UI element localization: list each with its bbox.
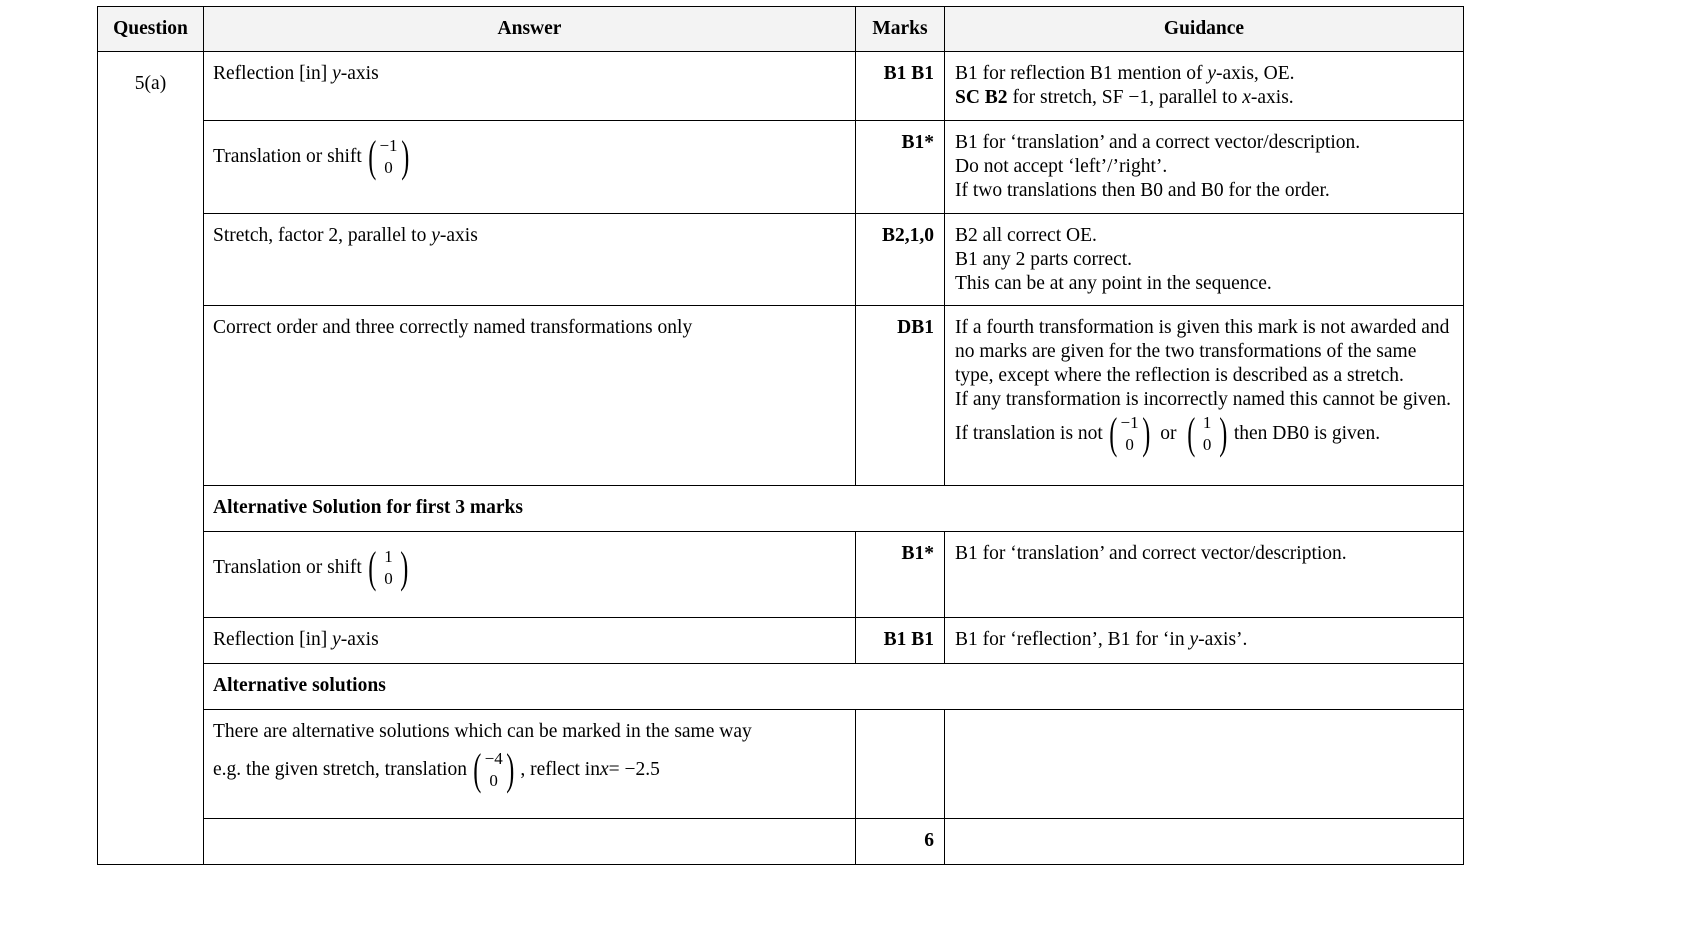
table-row bbox=[98, 306, 1464, 486]
guidance-cell: B2 all correct OE. B1 any 2 parts correct. This can be at any point in the sequence. bbox=[945, 214, 1464, 306]
mark-scheme-table bbox=[97, 6, 1464, 865]
answer-cell: Translation or shift ( −1 0 ) bbox=[204, 121, 856, 214]
table-row bbox=[98, 532, 1464, 618]
answer-cell: Stretch, factor 2, parallel to y-axis bbox=[204, 214, 856, 306]
table-row bbox=[98, 710, 1464, 819]
answer-cell: Translation or shift ( 1 0 ) bbox=[204, 532, 856, 618]
marks-cell bbox=[856, 710, 945, 819]
question-label: 5(a) bbox=[134, 73, 167, 94]
column-vector: ( 1 0 ) bbox=[1186, 409, 1228, 458]
section-heading-row bbox=[98, 664, 1464, 710]
guidance-cell: B1 for reflection B1 mention of y-axis, OE. SC B2 for stretch, SF −1, parallel to x-axis. bbox=[945, 52, 1464, 121]
column-vector: ( −1 0 ) bbox=[368, 132, 409, 181]
header-row bbox=[98, 7, 1464, 52]
marks-cell: B1* bbox=[856, 532, 945, 618]
guidance-cell: B1 for ‘translation’ and correct vector/description. bbox=[945, 532, 1464, 618]
column-vector: ( −4 0 ) bbox=[473, 745, 515, 794]
table-row bbox=[98, 618, 1464, 664]
section-heading: Alternative Solution for first 3 marks bbox=[204, 486, 1464, 532]
table-row bbox=[98, 121, 1464, 214]
guidance-cell bbox=[945, 819, 1464, 865]
column-vector: ( −1 0 ) bbox=[1109, 409, 1150, 458]
section-heading-row bbox=[98, 486, 1464, 532]
question-header: Question bbox=[98, 7, 204, 52]
table-row bbox=[98, 52, 1464, 121]
answer-header: Answer bbox=[204, 7, 856, 52]
guidance-header: Guidance bbox=[945, 7, 1464, 52]
total-row bbox=[98, 819, 1464, 865]
answer-cell: Reflection [in] y-axis bbox=[204, 52, 856, 121]
marks-cell: DB1 bbox=[856, 306, 945, 486]
margin-strip bbox=[1568, 0, 1682, 938]
total-marks: 6 bbox=[856, 819, 945, 865]
marks-cell: B1 B1 bbox=[856, 618, 945, 664]
guidance-cell: If a fourth transformation is given this mark is not awarded and no marks are given for the two transformations of the same type, except where the reflection is described as a stretch. If any transformation is incorrectly named this cannot be given. If translation is not ( −1 0 ) or ( 1 0 ) then DB0 is given. bbox=[945, 306, 1464, 486]
column-vector: ( 1 0 ) bbox=[368, 543, 409, 592]
section-heading: Alternative solutions bbox=[204, 664, 1464, 710]
answer-cell: Reflection [in] y-axis bbox=[204, 618, 856, 664]
guidance-cell: B1 for ‘reflection’, B1 for ‘in y-axis’. bbox=[945, 618, 1464, 664]
marks-cell: B1* bbox=[856, 121, 945, 214]
marks-cell: B1 B1 bbox=[856, 52, 945, 121]
table-row bbox=[98, 214, 1464, 306]
marks-header: Marks bbox=[856, 7, 945, 52]
answer-cell bbox=[204, 819, 856, 865]
guidance-cell: B1 for ‘translation’ and a correct vector/description. Do not accept ‘left’/’right’. If two translations then B0 and B0 for the order. bbox=[945, 121, 1464, 214]
answer-cell: There are alternative solutions which can be marked in the same way e.g. the given stretch, translation ( −4 0 ) , reflect in x = −2.5 bbox=[204, 710, 856, 819]
guidance-cell bbox=[945, 710, 1464, 819]
question-cell bbox=[98, 52, 204, 865]
marks-cell: B2,1,0 bbox=[856, 214, 945, 306]
answer-cell: Correct order and three correctly named transformations only bbox=[204, 306, 856, 486]
